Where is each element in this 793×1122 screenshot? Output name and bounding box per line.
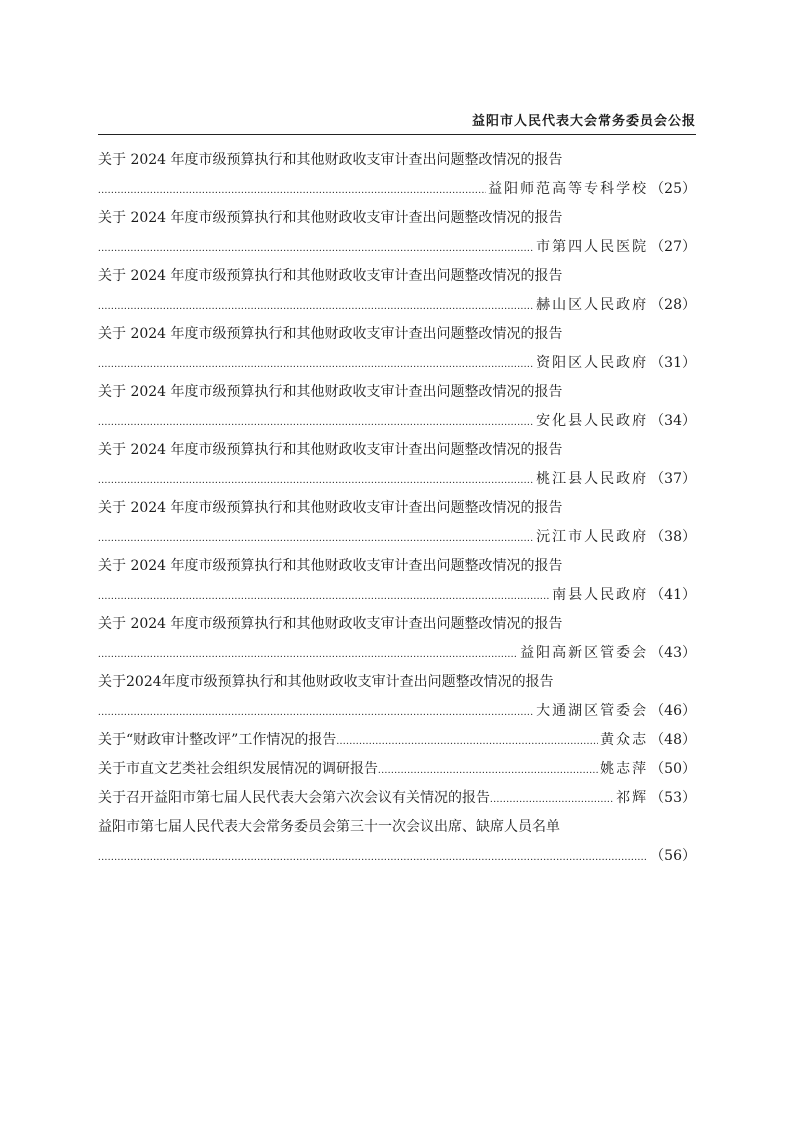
entry-title: 关于 2024 年度市级预算执行和其他财政收支审计查出问题整改情况的报告 [98,500,563,516]
entry-page: （28） [650,297,696,313]
entry-author: 益阳师范高等专科学校 [488,181,649,197]
leader-dots [378,756,598,785]
entry-title: 关于 2024 年度市级预算执行和其他财政收支审计查出问题整改情况的报告 [98,558,563,574]
leader-dots [98,523,534,553]
entry-page: （56） [650,848,696,864]
entry-page: （25） [650,181,696,197]
entry-page: （31） [650,355,696,371]
leader-dots [336,727,598,756]
entry-title: 关于 2024 年度市级预算执行和其他财政收支审计查出问题整改情况的报告 [98,152,563,168]
leader-dots [98,842,648,872]
leader-dots [98,639,518,669]
entry-title: 关于 2024 年度市级预算执行和其他财政收支审计查出问题整改情况的报告 [98,210,563,226]
leader-dots [98,175,486,205]
entry-title: 关于市直文艺类社会组织发展情况的调研报告 [98,761,378,777]
toc-entry[interactable] [98,436,696,494]
toc-entry[interactable] [98,755,696,784]
entry-author: 南县人民政府 [552,587,649,603]
entry-author: 沅江市人民政府 [536,529,649,545]
leader-dots [98,581,550,611]
entry-page: （41） [650,587,696,603]
leader-dots [98,291,534,321]
entry-page: （46） [650,703,696,719]
header-title: 益阳市人民代表大会常务委员会公报 [471,114,696,129]
toc-entry[interactable] [98,813,696,871]
leader-dots [98,465,534,495]
entry-author: 黄众志 [600,732,649,748]
entry-author: 益阳高新区管委会 [520,645,649,661]
toc-entry[interactable] [98,494,696,552]
toc-entry[interactable] [98,320,696,378]
entry-author: 资阳区人民政府 [536,355,649,371]
toc-entry[interactable] [98,610,696,668]
entry-page: （37） [650,471,696,487]
entry-page: （38） [650,529,696,545]
bulletin-header [98,110,696,135]
entry-page: （43） [650,645,696,661]
entry-author: 安化县人民政府 [536,413,649,429]
leader-dots [98,349,534,379]
entry-title: 关于 2024 年度市级预算执行和其他财政收支审计查出问题整改情况的报告 [98,326,563,342]
toc-entry[interactable] [98,378,696,436]
entry-title: 益阳市第七届人民代表大会常务委员会第三十一次会议出席、缺席人员名单 [98,819,560,835]
toc-entry[interactable] [98,262,696,320]
toc-entry[interactable] [98,668,696,726]
entry-author: 赫山区人民政府 [536,297,649,313]
entry-author: 市第四人民医院 [536,239,649,255]
entry-title: 关于 2024 年度市级预算执行和其他财政收支审计查出问题整改情况的报告 [98,442,563,458]
toc-entry[interactable] [98,552,696,610]
entry-author: 桃江县人民政府 [536,471,649,487]
entry-title: 关于2024年度市级预算执行和其他财政收支审计查出问题整改情况的报告 [98,674,554,690]
entry-title: 关于 2024 年度市级预算执行和其他财政收支审计查出问题整改情况的报告 [98,384,563,400]
leader-dots [490,785,614,814]
entry-author: 祁辉 [616,790,649,806]
toc-entry[interactable] [98,146,696,204]
leader-dots [98,407,534,437]
entry-title: 关于 2024 年度市级预算执行和其他财政收支审计查出问题整改情况的报告 [98,268,563,284]
entry-author: 大通湖区管委会 [536,703,649,719]
leader-dots [98,233,534,263]
table-of-contents [98,146,696,871]
entry-title: 关于“财政审计整改评”工作情况的报告 [98,732,337,748]
entry-page: （50） [650,761,696,777]
entry-title: 关于 2024 年度市级预算执行和其他财政收支审计查出问题整改情况的报告 [98,616,563,632]
toc-entry[interactable] [98,204,696,262]
entry-page: （53） [650,790,696,806]
entry-title: 关于召开益阳市第七届人民代表大会第六次会议有关情况的报告 [98,790,490,806]
leader-dots [98,697,534,727]
toc-entry[interactable] [98,784,696,813]
entry-page: （48） [650,732,696,748]
entry-page: （27） [650,239,696,255]
toc-entry[interactable] [98,726,696,755]
entry-page: （34） [650,413,696,429]
entry-author: 姚志萍 [600,761,649,777]
